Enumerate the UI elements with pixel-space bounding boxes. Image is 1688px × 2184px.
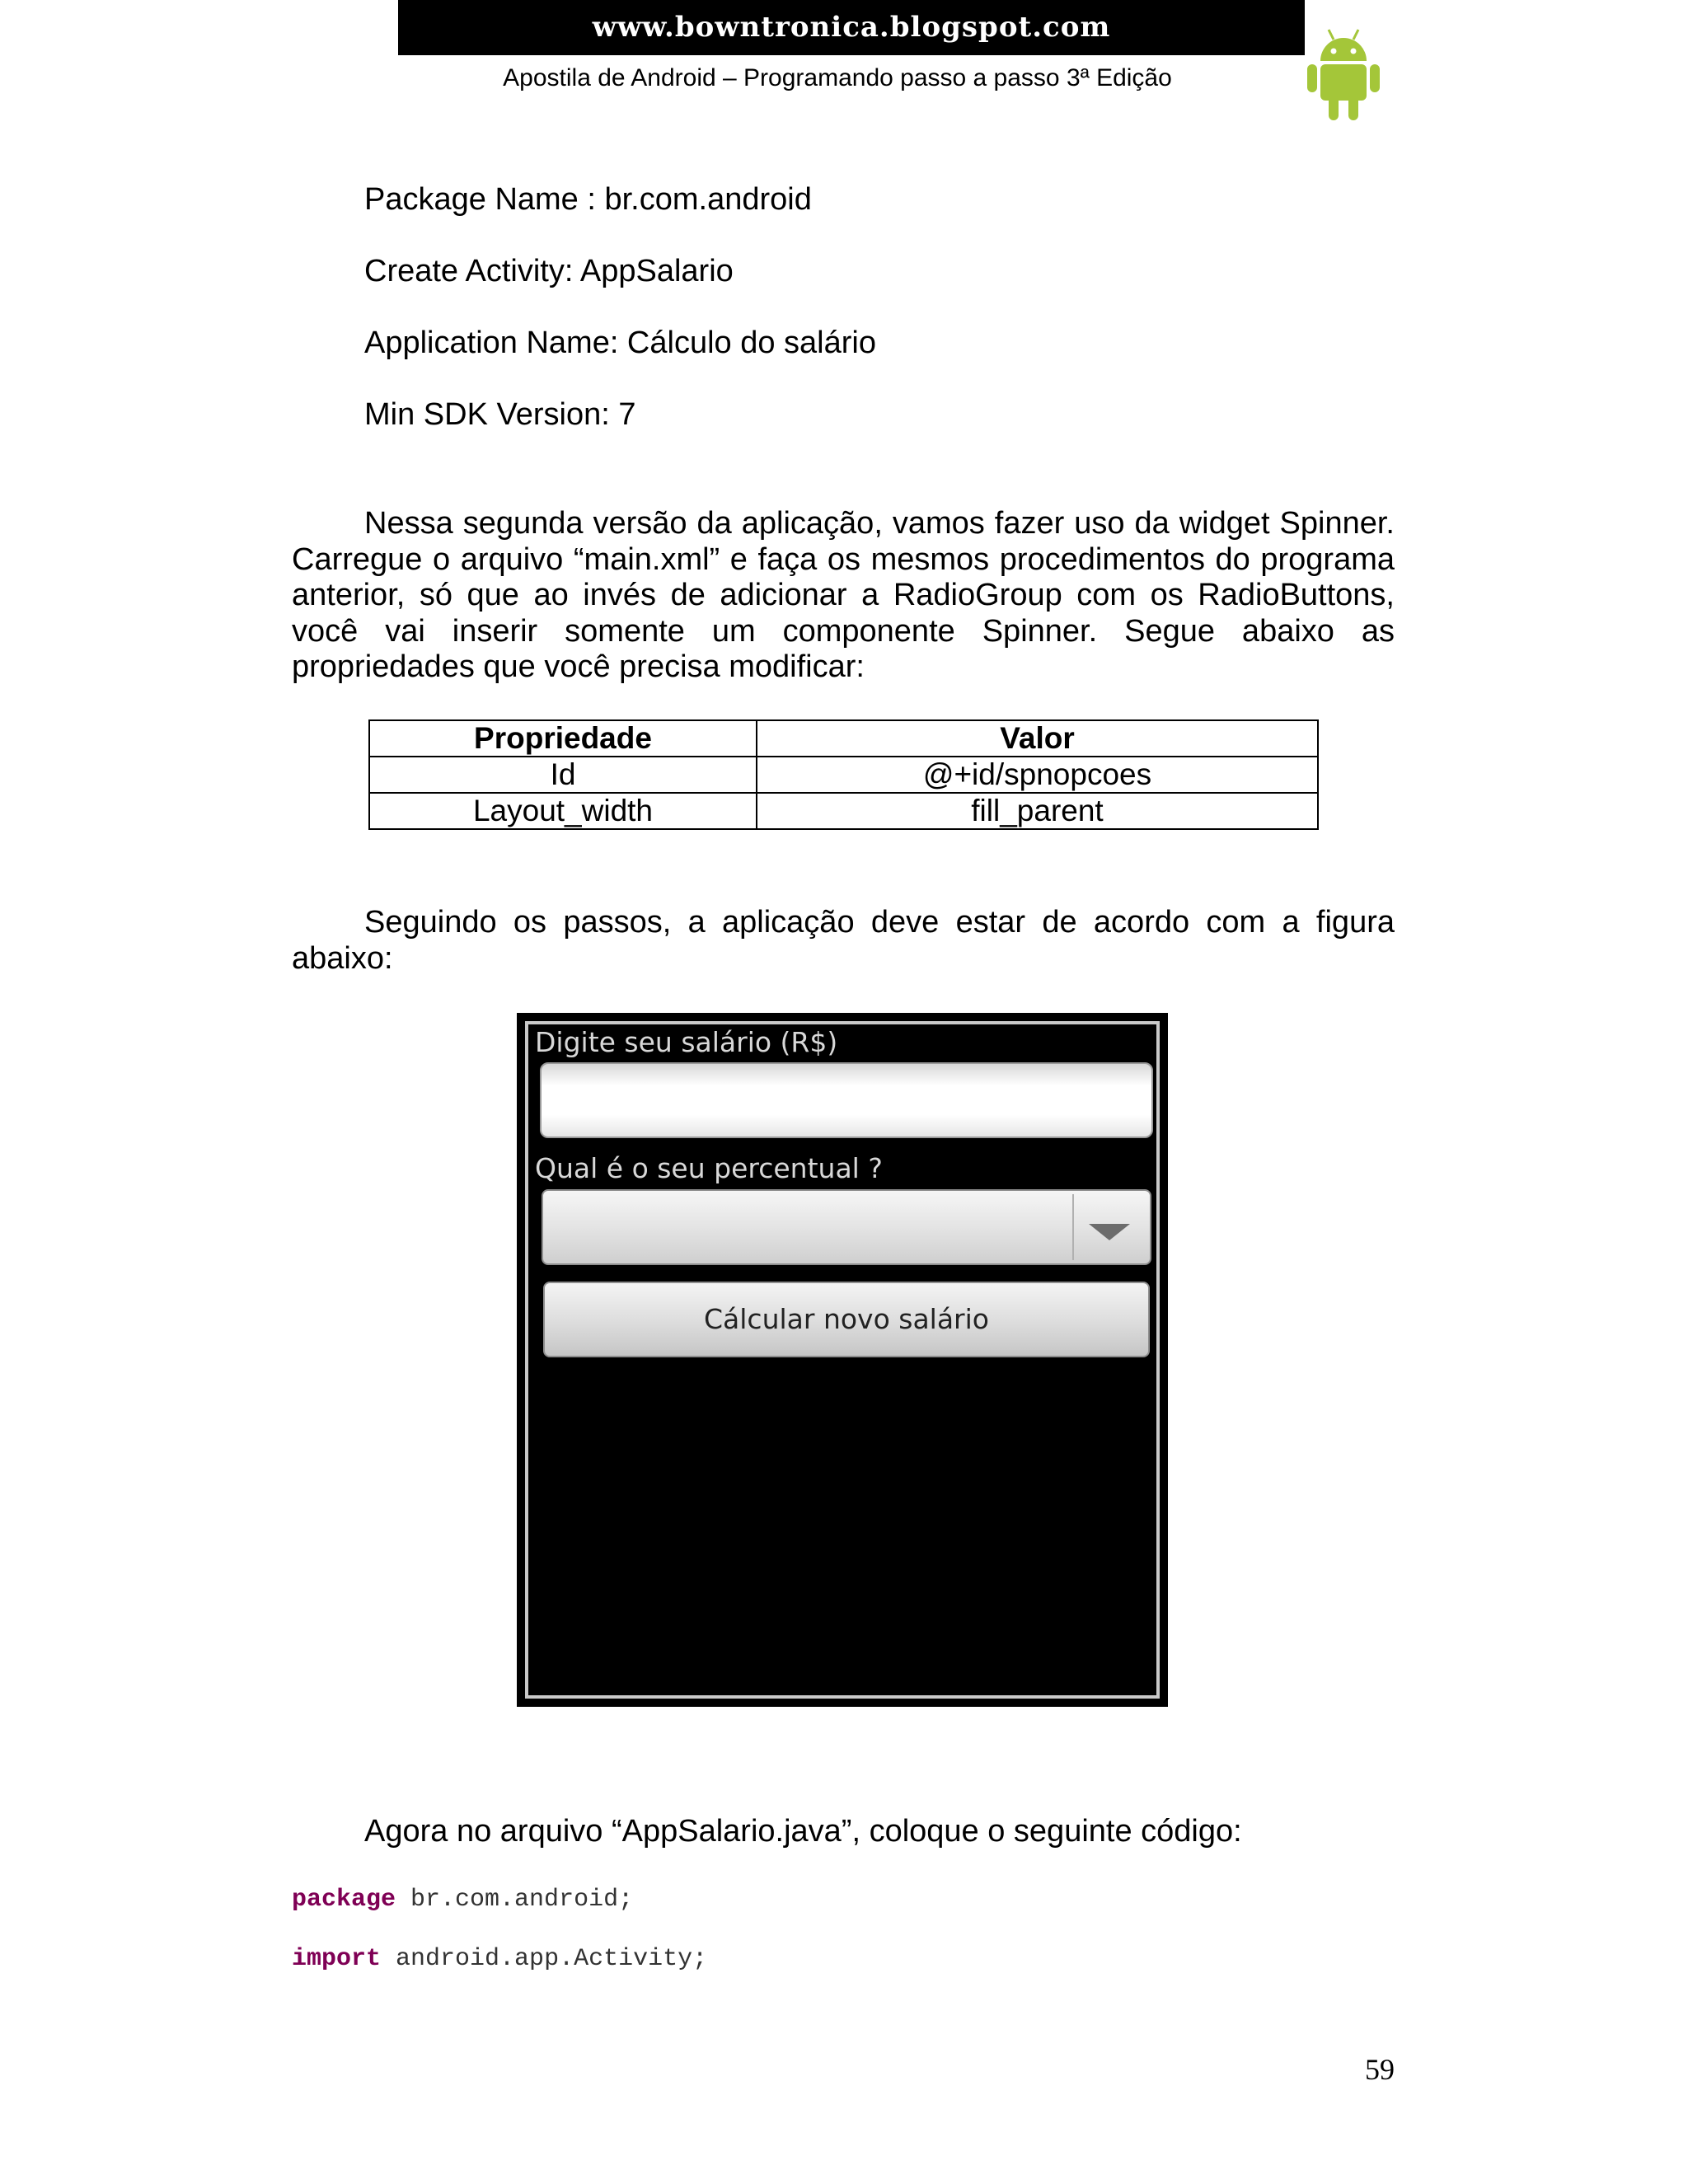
table-cell: Id [369, 757, 757, 793]
paragraph-intro-text: Nessa segunda versão da aplicação, vamos fazer uso da widget Spinner. Carregue o arquivo “main.xml” e faça os mesmos procedimentos do programa anterior, só que ao invés de adicionar a RadioGroup com os RadioButtons, você vai inserir somente um componente Spinner. Segue abaixo as propriedades que você precisa modificar: [292, 506, 1395, 684]
package-name-line: Package Name : br.com.android [364, 182, 812, 217]
code-keyword: import [292, 1945, 382, 1973]
table-header-cell: Valor [757, 720, 1318, 757]
table-header-row [369, 720, 1318, 757]
application-name-line: Application Name: Cálculo do salário [364, 326, 876, 360]
android-robot-icon [1302, 25, 1385, 128]
paragraph-follow-steps-text: Seguindo os passos, a aplicação deve estar de acordo com a figura abaixo: [292, 905, 1395, 976]
salary-label: Digite seu salário (R$) [535, 1026, 838, 1058]
percentual-label: Qual é o seu percentual ? [535, 1152, 883, 1184]
page-number: 59 [1365, 2053, 1395, 2086]
table-row [369, 793, 1318, 829]
spinner-divider [1072, 1194, 1074, 1260]
paragraph-intro [292, 506, 1395, 686]
code-line [292, 1945, 707, 1973]
code-keyword: package [292, 1886, 396, 1914]
app-screenshot [517, 1013, 1168, 1707]
code-text: android.app.Activity; [381, 1945, 708, 1973]
table-cell: fill_parent [757, 793, 1318, 829]
app-screen [525, 1021, 1160, 1699]
dropdown-arrow-icon [1089, 1224, 1130, 1240]
calculate-button[interactable]: Cálcular novo salário [543, 1282, 1150, 1357]
page-header-subtitle: Apostila de Android – Programando passo a passo 3ª Edição [503, 64, 1172, 91]
table-header-cell: Propriedade [369, 720, 757, 757]
create-activity-line: Create Activity: AppSalario [364, 254, 734, 288]
table-cell: Layout_width [369, 793, 757, 829]
salary-input[interactable] [540, 1062, 1153, 1138]
table-cell: @+id/spnopcoes [757, 757, 1318, 793]
code-text: br.com.android; [396, 1886, 634, 1914]
percentual-spinner[interactable] [542, 1189, 1151, 1265]
paragraph-follow-steps [292, 905, 1395, 977]
paragraph-code-intro-text: Agora no arquivo “AppSalario.java”, coloque o seguinte código: [364, 1814, 1242, 1849]
table-row [369, 757, 1318, 793]
min-sdk-line: Min SDK Version: 7 [364, 397, 636, 432]
properties-table [368, 719, 1319, 830]
site-banner: www.bowntronica.blogspot.com [398, 0, 1305, 55]
paragraph-code-intro [292, 1814, 1395, 1850]
code-line [292, 1886, 633, 1914]
